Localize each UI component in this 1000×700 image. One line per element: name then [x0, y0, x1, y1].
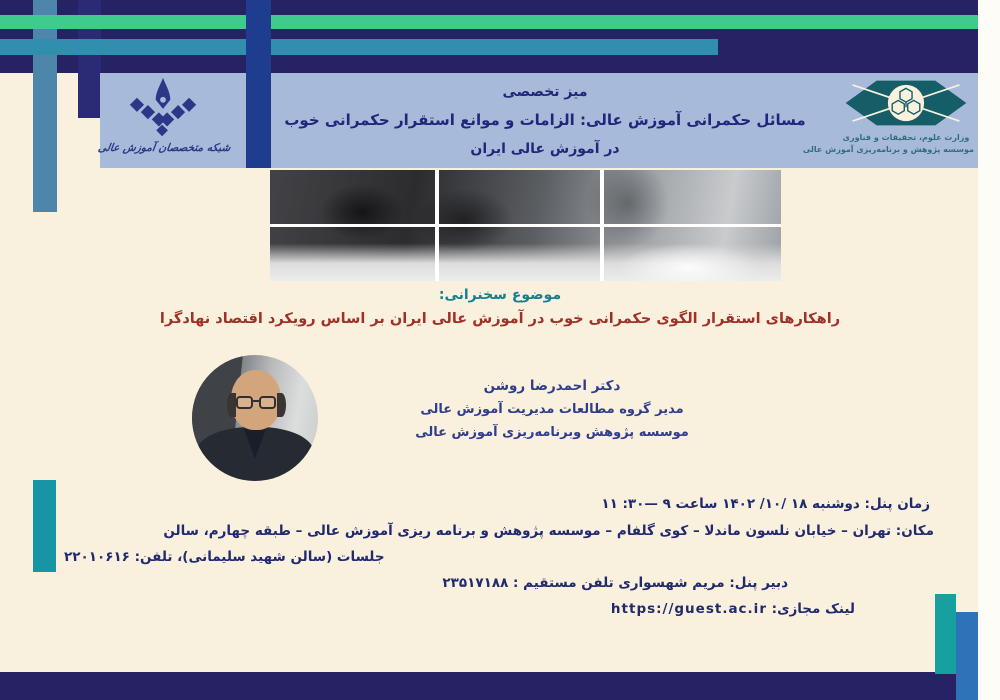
virtual-link-url[interactable]: https://guest.ac.ir [610, 601, 767, 617]
panel-secretary: دبیر پنل: مریم شهسواری تلفن مستقیم : ۲۳۵۱۷۱۸۸ [442, 575, 788, 591]
speaker-role: مدیر گروه مطالعات مدیریت آموزش عالی [420, 402, 684, 417]
right-logo-caption-1: وزارت علوم، تحقیقات و فناوری [842, 133, 970, 142]
panel-title-line3: در آموزش عالی ایران [470, 141, 620, 157]
virtual-link-line [611, 601, 855, 617]
speaker-glasses [235, 396, 277, 410]
royal-blue-vertical-bar [246, 0, 271, 168]
glasses-bridge [253, 400, 259, 402]
panel-title-line2: مسائل حکمرانی آموزش عالی: الزامات و موانع استقرار حکمرانی خوب [284, 111, 806, 129]
lecture-topic-title: راهکارهای استقرار الگوی حکمرانی خوب در آموزش عالی ایران بر اساس رویکرد اقتصاد نهادگرا [159, 311, 841, 327]
lecture-topic-section [40, 284, 960, 332]
speaker-photo [192, 355, 318, 481]
glasses-lens [236, 396, 253, 409]
bottom-navy-band [0, 672, 978, 700]
left-logo-caption: شبکه متخصصان آموزش عالی [97, 142, 232, 154]
pen-nib-emblem-icon [117, 76, 209, 140]
ministry-institute-logo [802, 78, 974, 166]
panel-title [280, 79, 810, 163]
panel-location-line2: جلسات (سالن شهید سلیمانی)، تلفن: ۲۲۰۱۰۶۱۶ [64, 549, 385, 565]
left-steel-vertical-bar [33, 0, 57, 212]
meeting-room-photo-collage [270, 170, 781, 281]
teal-horizontal-stripe [0, 39, 718, 55]
panel-time: زمان پنل: دوشنبه ۱۸ /۱۰/ ۱۴۰۲ ساعت ۹ —۳۰: ۱۱ [601, 496, 930, 512]
lecture-topic-label: موضوع سخنرانی: [438, 287, 562, 303]
speaker-info [402, 374, 702, 444]
panel-title-line1: میز تخصصی [502, 84, 588, 100]
bottom-left-teal-bar [33, 480, 56, 572]
virtual-link-label: لینک مجازی: [766, 601, 855, 617]
top-navy-band [0, 0, 978, 73]
bottom-right-blue-bar [956, 612, 978, 700]
right-logo-caption-2: موسسه پژوهش و برنامه‌ریزی آموزش عالی [802, 145, 974, 154]
speaker-name: دکتر احمدرضا روشن [483, 378, 621, 394]
green-horizontal-stripe [0, 15, 978, 29]
glasses-lens [259, 396, 276, 409]
speaker-hair [277, 393, 286, 417]
collage-divider [270, 224, 781, 227]
institute-emblem-icon [845, 78, 967, 128]
panel-location-line1: مکان: تهران – خیابان نلسون ماندلا – کوی گلفام – موسسه پژوهش و برنامه ریزی آموزش عالی – طبقه چهارم، سالن [163, 523, 934, 539]
speaker-organization: موسسه پژوهش وبرنامه‌ریزی آموزش عالی [415, 425, 689, 440]
bottom-right-teal-bar [935, 594, 956, 674]
higher-education-network-logo [97, 76, 232, 168]
